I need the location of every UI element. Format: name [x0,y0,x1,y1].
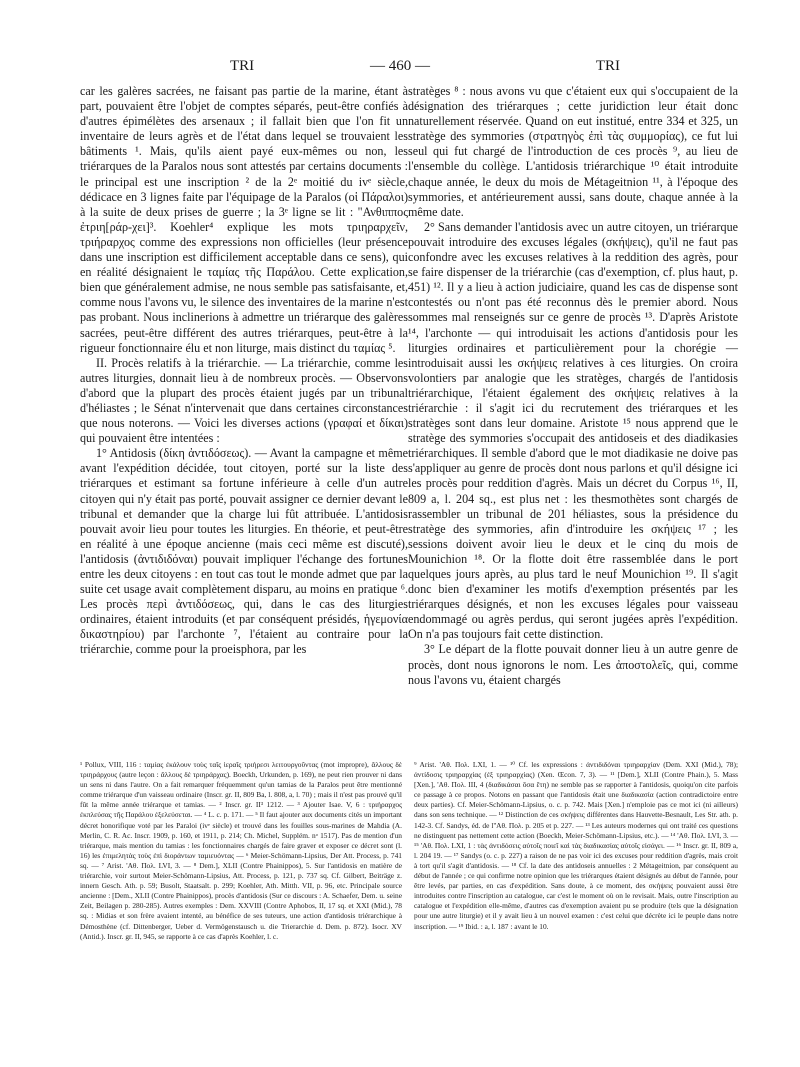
header-right-title: TRI [595,58,620,74]
right-paragraph-2: 2° Sans demander l'antidosis avec un autre citoyen, un triérarque pouvait introduire des excuses légales (σκήψεις), qu'il ne faut pas confondre avec les excuses relatives à la reddition des agrès, pour se faire dispenser de la triérarchie (cas d'exemption, cf. plus haut, p. 451) ¹². Il y a lieu à action judiciaire, quand les cas de dispense sont contestés ou n'ont pas été reconnus dès le premier abord. Nous sommes mal renseignés sur ce genre de procès ¹³. D'après Aristote ¹⁴, l'archonte — qui introduisait les actions d'antidosis pour les liturgies ordinaires et particulièrement pour la chorégie — introduisait aussi les σκήψεις relatives à ces liturgies. On croira volontiers par analogie que les stratèges, chargés de l'antidosis triérarchique, l'étaient également des σκήψεις relatives à la triérarchie : il s'agit ici du recrutement des triérarques et les stratèges sont dans leur domaine. Aristote ¹⁵ nous apprend que le stratège des symmories s'occupait des antidoseis et des diadikasies triérarchiques. Il semble d'abord que le mot diadikasie ne doive pas s'appliquer au genre de procès dont nous parlons et qu'il désigne ici les procès pour reddition d'agrès. Mais un décret du Corpus ¹⁶, II, 809 a, l. 204 sq., est plus net : les thesmothètes sont chargés de rassembler un tribunal de 201 héliastes, sous la présidence du stratège des symmories, afin d'introduire les σκήψεις ¹⁷ ; les sessions doivent avoir lieu le deux et le cinq du mois de Mounichion ¹⁸. Or la flotte doit être rassemblée dans le port quelques jours après, au plus tard le neuf Mounichion ¹⁹. Il s'agit donc bien d'examiner les motifs d'exemption présentés par les triérarques désignés, et non les excuses légales pour vaisseau endommagé ou agrès perdus, qui seront jugées après l'expédition. On n'a pas toujours fait cette distinction. [408,219,738,642]
footnotes-right [414,760,738,932]
left-column [80,84,408,658]
right-column [408,84,738,688]
footnotes-left-text: ¹ Pollux, VIII, 116 : ταμίας ἐκάλουν τοὺς ταῖς ἱεραῖς τριήρεσι λειτουργοῦντας (mot impropre), ἄλλους δὲ τριηράρχους (autre leçon : ἄλλους δὲ τριηράρχας). Boeckh, Urkunden, p. 169), ne peut rien prouver ni dans un sens ni dans l'autre. On a fait remarquer fréquemment qu'un tamias de la Paralos peut être mentionné comme triérarque d'un vaisseau ordinaire (Inscr. gr. II, 809 Ba, l. 808, a, l. 70) ; mais il n'est pas prouvé qu'il fût la même année triérarque et tamias. — ² Inscr. gr. II³ 1212. — ³ Ajouter Isae. V, 6 : τριήραρχος ἐκπλεύσας τῆς Παράλου ἐξελεύσεται. — ⁴ L. c. p. 171. — ⁵ Il faut ajouter aux documents cités un important décret honorifique voté par les Paraloi (ivᵉ siècle) et trouvé dans les fouilles sous-marines de Mahdia (A. Merlin, C. R. Ac. Inscr. 1909, p. 160, et 1911, p. 214; Ch. Michel, Supplém. nᵒ 1517). Pas de mention d'un triérarque, mais mention du tamias : les fonctionnaires chargés de faire graver et exposer ce décret sont (l. 16) les ἐπιμελητὰς τοὺς ἐπὶ διοράντων ταμιευόντας — ⁶ Meier-Schömann-Lipsius, Der Att. Process, p. 741 sq. — ⁷ Arist. 'Αθ. Πολ. LVI, 3. — ⁸ Dem.], XLII (Contre Phainippos), 5. Sur l'antidosis en matière de triérarchie, voir surtout Meier-Schömann-Lipsius, Att. Process, p. 121, p. 737 sq. Cf. Gilbert, Beiträge z. innern Gesch. Ath. p. 59; Busolt, Staatsalt. p. 299; Koehler, Ath. Mitth. VII, p. 96, etc. Principale source ancienne : [Dem., XLII (Contre Phainippos), procès d'antidosis (Sur ce discours : A. Schaefer, Dem. u. seine Zeit, Beilagen p. 280-285). Autres exemples : Dem. XXVIII (Contre Aphobos, II, 17 sq. et XXI (Mid.), 78 sq. : Midias et son frère avaient intenté, au bénéfice de ses tuteurs, une action d'antidosis triérarchique à Démosthène (cf. Dittenberger, Ueber d. Vermögenstausch u. die Trierarchie d. Dem. p. 872). Isocr. XV (Antid.). Inscr. gr. II, 945, se rapporte à ce cas d'après Koehler, l. c. [80,760,402,941]
left-paragraph-3: 1° Antidosis (δίκη ἀντιδόσεως). — Avant la campagne et même avant l'expédition décidée, tout citoyen, porté sur la liste des triérarques et estimant sa fortune inférieure à celle d'un autre citoyen qui n'y était pas porté, pouvait assigner ce dernier devant le tribunal et demander que la charge lui fût attribuée. L'antidosis pouvait avoir lieu pour toutes les liturgies. En théorie, et peut-être en réalité à une époque ancienne (mais ceci même est discuté), l'antidosis (ἀντιδιδόναι) pouvait impliquer l'échange des fortunes entre les deux citoyens : en tout cas tout le monde admet que par la suite cet usage avait complètement disparu, au moins en pratique ⁶. Les procès περὶ ἀντιδόσεως, qui, dans le cas des liturgies ordinaires, étaient introduits (et par conséquent présidés, ἡγεμονία δικαστηρίου) par l'archonte ⁷, l'étaient au contraire pour la triérarchie, comme pour la proeisphora, par les [80,446,408,657]
page-number: — 460 — [370,58,430,74]
right-paragraph-3: 3° Le départ de la flotte pouvait donner lieu à un autre genre de procès, dont nous ignorons le nom. Les ἀποστολεῖς, qui, comme nous l'avons vu, étaient chargés [408,642,738,687]
running-header [70,58,730,80]
footnotes-right-text: ⁹ Arist. 'Αθ. Πολ. LXI, 1. — ¹⁰ Cf. les expressions : ἀντιδιδόναι τριηραρχίαν (Dem. XXI (Mid.), 78); ἀντίδοσις τριηραρχίας (ἐξ τριηραρχίας) (Xen. Œcon. 7, 3). — ¹¹ [Dem.], XLII (Contre Phain.), 5. Mass [Xen.], 'Αθ. Πολ. III, 4 (διαδικάσαι ὅσα ἔτη) ne semble pas se rapporter à l'antidosis, quoiqu'on cite parfois ce passage à ce propos. Notons en passant que l'antidosis était une διαδικασία (action contradictoire entre deux parties). Cf. Meier-Schömann-Lipsius, o. c. p. 742. Mais [Xen.] n'emploie pas ce mot ici (ni ailleurs) dans son sens technique. — ¹² Distinction de ces σκήψεις différentes dans Hauvette-Besnault, Les Str. ath. p. 142-3. Cf. Sandys, éd. de l''Αθ. Πολ. p. 205 et p. 227. — ¹³ Les auteurs modernes qui ont traité ces questions ne distinguent pas nettement cette action (Boeckh, Meier-Schömann-Lipsius, etc.). — ¹⁴ 'Αθ. Πολ. LVI, 3. — ¹⁵ 'Αθ. Πολ. LXI, 1 : τὰς ἀντιδόσεις αὐτοῖς ποιεῖ καὶ τὰς διαδικασίας αὐτοῖς εἰσάγει. — ¹⁶ Inscr. gr. II, 809 a, l. 204 19. — ¹⁷ Sandys (o. c. p. 227) a raison de ne pas voir ici des excuses pour reddition d'agrès, mais croit à tort qu'il s'agit d'antidosis. — ¹⁸ Cf. la date des antidoseis annuelles : 2 Métageitnion, par conséquent au début de l'année ; ce qui confirme notre opinion que les triérarques étaient désignés au début de l'année, pour être levés, par parties, en cas d'expédition. Sans doute, à ce moment, des σκήψεις pouvaient aussi être introduites contre l'inscription au catalogue, car c'est le moment où on le revisait. Mais, outre l'inscription au catalogue et l'expédition elle-même, d'autres cas d'exemption avaient pu se produire (tels que la désignation pour une autre liturgie) et il y avait lieu à un nouvel examen : c'est celui que décrète ici le peuple dans notre inscription. — ¹⁹ Ibid. : a, l. 187 : avant le 10. [414,760,738,931]
footnotes-left [80,760,402,942]
right-paragraph-1: stratèges ⁸ : nous avons vu que c'étaient eux qui s'occupaient de la désignation des triérarques ; cette juridiction leur était donc naturellement réservée. Quand on eut institué, entre 334 et 325, un stratège des symmories (στρατηγὸς ἐπὶ τὰς συμμορίας), ce fut lui seul qui fut chargé de l'introduction de ces procès ⁹, au lieu de l'ensemble du collège. L'antidosis triérarchique ¹⁰ était introduite chaque année, le deux du mois de Métageitnion ¹¹, à l'époque des symmories, et antérieurement aussi, sans doute, chaque année à la même date. [408,84,738,219]
header-left-title: TRI [230,58,255,74]
left-paragraph-1: car les galères sacrées, ne faisant pas partie de la marine, étant à part, pouvaient être l'objet de comptes séparés, peut-être confiés à d'autres épimélètes des arsenaux ; il fallait bien que l'on fit un inventaire de leurs agrès et de l'état dans lequel se trouvaient les bâtiments ¹. Mais, qu'ils aient payé eux-mêmes ou non, les triérarques de la Paralos nous sont attestés par certains documents : le principal est une inscription ² de la 2ᵉ moitié du ivᵉ siècle, dédicace en 3 lignes faite par l'équipage de la Paralos (οἱ Πάραλοι) à la suite de deux prises de guerre ; la 3ᵉ ligne se lit : "Ανθιππος ἐτριη[ράρ-χει]³. Koehler⁴ explique les mots τριηραρχεῖν, τριήραρχος comme des expressions non officielles (leur présence dans une inscription est difficilement acceptable dans ce sens), qui en réalité désignaient le ταμίας τῆς Παράλου. Cette explication, bien que généralement admise, ne nous semble pas satisfaisante, et, comme nous l'avons vu, le silence des inventaires de la marine n'est pas probant. Nous inclinerions à admettre un triérarque des galères sacrées, peut-être différent des autres triérarques, peut-être à la rigueur fonctionnaire élu et non liturge, mais distinct du ταμίας ⁵. [80,84,408,355]
left-paragraph-2: II. Procès relatifs à la triérarchie. — La triérarchie, comme les autres liturgies, donnait lieu à de nombreux procès. — Observons d'abord que la plupart des procès étaient jugés par un tribunal d'héliastes ; le Sénat n'intervenait que dans certaines circonstances que nous noterons. — Voici les diverses actions (γραφαί et δίκαι) qui pouvaient être intentées : [80,355,408,446]
